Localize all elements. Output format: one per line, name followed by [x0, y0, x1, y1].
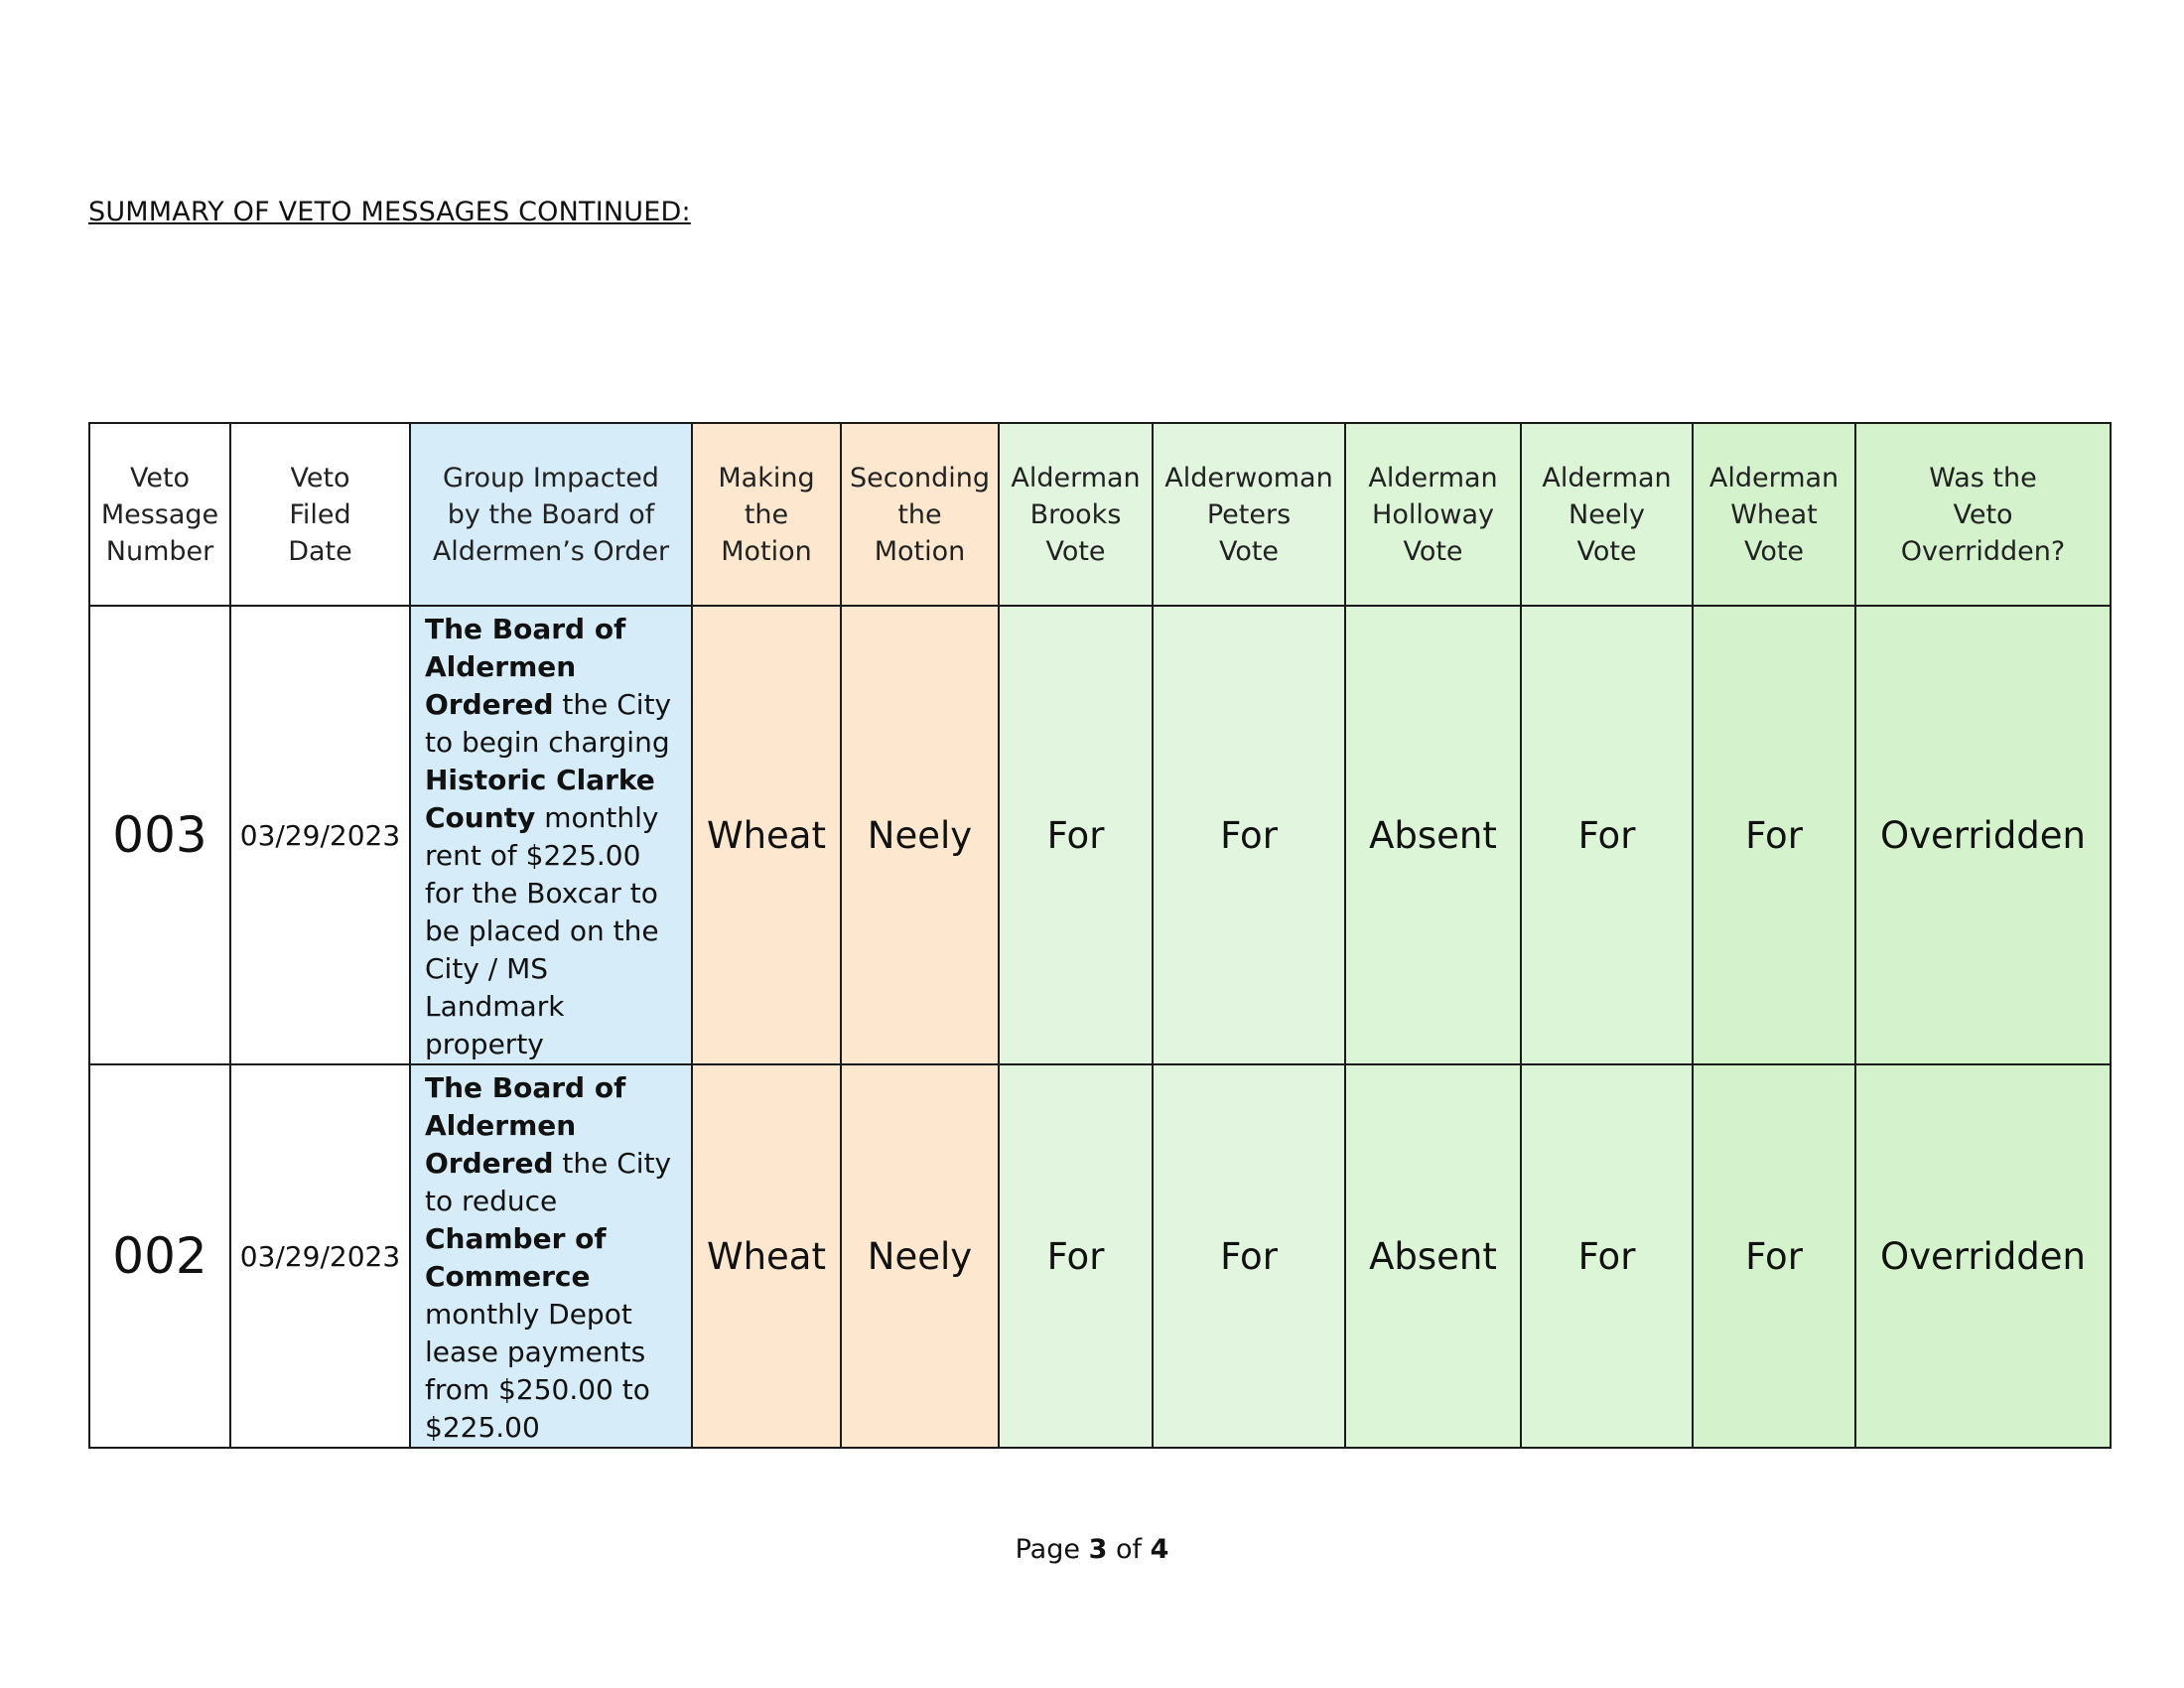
wheat-vote-cell: For — [1693, 1064, 1855, 1448]
holloway-vote-cell: Absent — [1345, 1064, 1521, 1448]
header-overridden: Was the Veto Overridden? — [1855, 423, 2111, 606]
header-brooks-vote: Alderman Brooks Vote — [999, 423, 1153, 606]
seconding-motion-cell: Neely — [841, 606, 999, 1064]
making-motion-cell: Wheat — [692, 1064, 841, 1448]
header-holloway-vote: Alderman Holloway Vote — [1345, 423, 1521, 606]
veto-summary-table — [88, 422, 2112, 1449]
veto-number-cell: 002 — [89, 1064, 230, 1448]
veto-number-cell: 003 — [89, 606, 230, 1064]
document-title: SUMMARY OF VETO MESSAGES CONTINUED: — [88, 197, 691, 227]
peters-vote-cell: For — [1153, 1064, 1345, 1448]
group-impacted-cell: The Board of Aldermen Ordered the City to begin charging Historic Clarke County monthly rent of $225.00 for the Boxcar to be placed on the City / MS Landmark property — [410, 606, 692, 1064]
brooks-vote-cell: For — [999, 1064, 1153, 1448]
header-neely-vote: Alderman Neely Vote — [1521, 423, 1693, 606]
overridden-cell: Overridden — [1855, 606, 2111, 1064]
filed-date-cell: 03/29/2023 — [230, 606, 410, 1064]
brooks-vote-cell: For — [999, 606, 1153, 1064]
overridden-cell: Overridden — [1855, 1064, 2111, 1448]
header-veto-number: Veto Message Number — [89, 423, 230, 606]
header-row — [89, 423, 2111, 606]
neely-vote-cell: For — [1521, 606, 1693, 1064]
wheat-vote-cell: For — [1693, 606, 1855, 1064]
page-number: Page 3 of 4 — [1015, 1534, 1169, 1565]
header-seconding-motion: Seconding the Motion — [841, 423, 999, 606]
holloway-vote-cell: Absent — [1345, 606, 1521, 1064]
table-row — [89, 1064, 2111, 1448]
header-wheat-vote: Alderman Wheat Vote — [1693, 423, 1855, 606]
seconding-motion-cell: Neely — [841, 1064, 999, 1448]
header-group-impacted: Group Impacted by the Board of Aldermen’s Order — [410, 423, 692, 606]
filed-date-cell: 03/29/2023 — [230, 1064, 410, 1448]
header-peters-vote: Alderwoman Peters Vote — [1153, 423, 1345, 606]
neely-vote-cell: For — [1521, 1064, 1693, 1448]
header-making-motion: Making the Motion — [692, 423, 841, 606]
peters-vote-cell: For — [1153, 606, 1345, 1064]
group-impacted-cell: The Board of Aldermen Ordered the City to reduce Chamber of Commerce monthly Depot lease payments from $250.00 to $225.00 — [410, 1064, 692, 1448]
table-row — [89, 606, 2111, 1064]
header-filed-date: Veto Filed Date — [230, 423, 410, 606]
making-motion-cell: Wheat — [692, 606, 841, 1064]
